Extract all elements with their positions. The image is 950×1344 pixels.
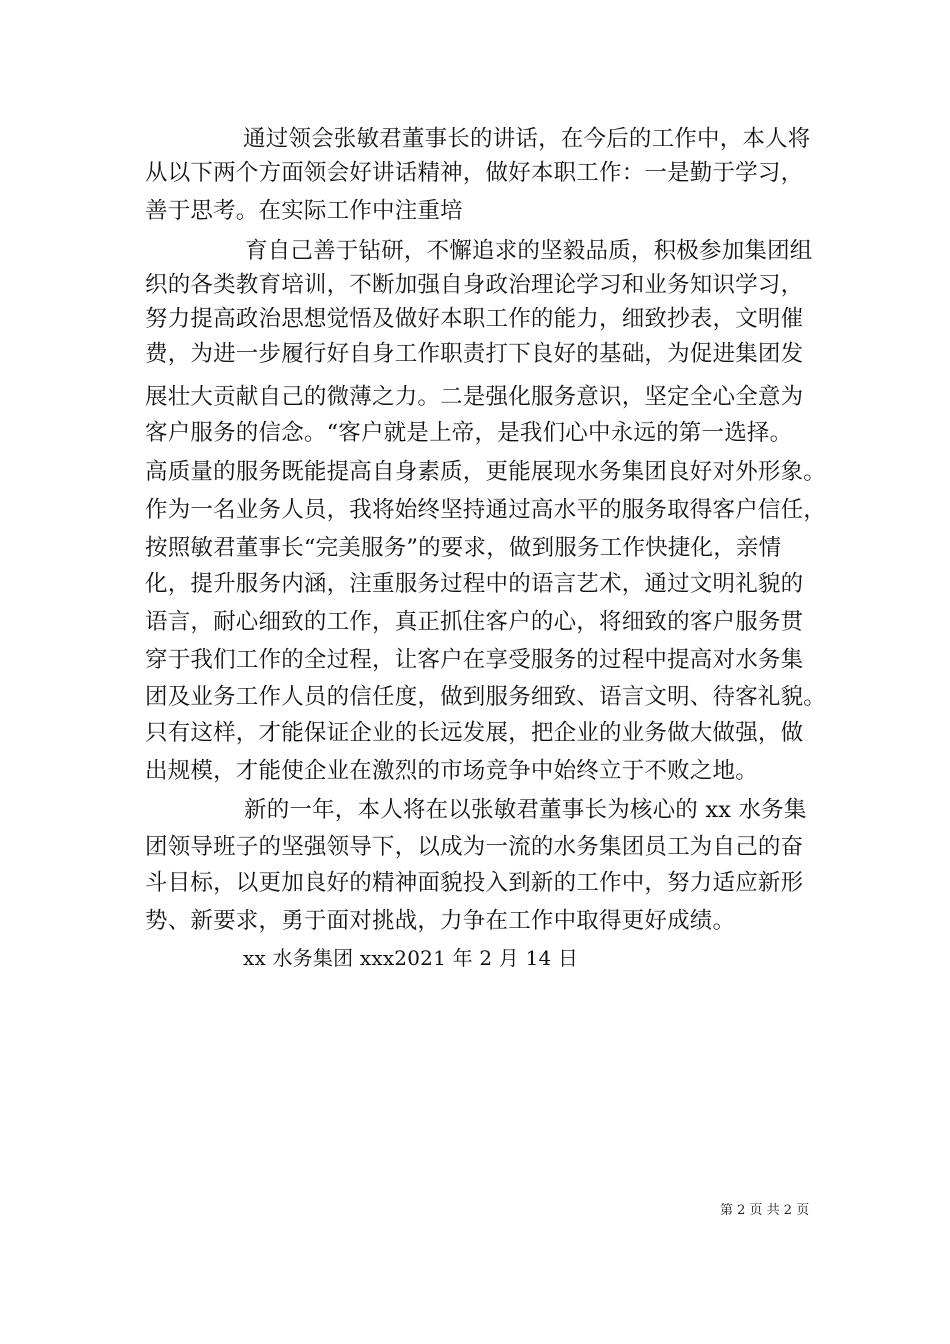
paragraph-2-line-3: 努力提高政治思想觉悟及做好本职工作的能力，细致抄表，文明催	[145, 306, 804, 332]
paragraph-2-line-11: 语言，耐心细致的工作，真正抓住客户的心，将细致的客户服务贯	[145, 609, 804, 635]
paragraph-3-line-4: 势、新要求，勇于面对挑战，力争在工作中取得更好成绩。	[145, 908, 736, 934]
paragraph-2-line-1: 育自己善于钻研，不懈追求的坚毅品质，积极参加集团组	[245, 238, 813, 264]
signature-line: xx 水务集团 xxx2021 年 2 月 14 日	[243, 946, 579, 970]
page-number-footer: 第 2 页 共 2 页	[720, 1203, 810, 1218]
paragraph-2-line-9: 按照敏君董事长“完美服务”的要求，做到服务工作快捷化，亲情	[145, 535, 782, 561]
paragraph-2-line-7: 高质量的服务既能提高自身素质，更能展现水务集团良好对外形象。	[145, 459, 827, 485]
paragraph-2-line-6: 客户服务的信念。“客户就是上帝，是我们心中永远的第一选择。	[145, 420, 793, 446]
paragraph-1-line-2: 从以下两个方面领会好讲话精神，做好本职工作：一是勤于学习，	[145, 160, 804, 186]
paragraph-3-line-3: 斗目标，以更加良好的精神面貌投入到新的工作中，努力适应新形	[145, 870, 804, 896]
paragraph-1-line-3: 善于思考。在实际工作中注重培	[145, 198, 463, 224]
paragraph-2-line-13: 团及业务工作人员的信任度，做到服务细致、语言文明、待客礼貌。	[145, 684, 827, 710]
paragraph-3-line-1: 新的一年，本人将在以张敏君董事长为核心的 xx 水务集	[244, 797, 807, 823]
paragraph-2-line-5: 展壮大贡献自己的微薄之力。二是强化服务意识，坚定全心全意为	[145, 384, 804, 410]
paragraph-2-line-2: 织的各类教育培训，不断加强自身政治理论学习和业务知识学习，	[145, 272, 804, 298]
paragraph-2-line-15: 出规模，才能使企业在激烈的市场竞争中始终立于不败之地。	[145, 758, 758, 784]
paragraph-2-line-8: 作为一名业务人员，我将始终坚持通过高水平的服务取得客户信任，	[145, 497, 827, 523]
paragraph-1-line-1: 通过领会张敏君董事长的讲话，在今后的工作中，本人将	[243, 126, 811, 152]
paragraph-2-line-14: 只有这样，才能保证企业的长远发展，把企业的业务做大做强，做	[145, 720, 804, 746]
paragraph-3-line-2: 团领导班子的坚强领导下，以成为一流的水务集团员工为自己的奋	[145, 834, 804, 860]
paragraph-2-line-12: 穿于我们工作的全过程，让客户在享受服务的过程中提高对水务集	[145, 647, 804, 673]
paragraph-2-line-4: 费，为进一步履行好自身工作职责打下良好的基础，为促进集团发	[145, 341, 804, 367]
paragraph-2-line-10: 化，提升服务内涵，注重服务过程中的语言艺术，通过文明礼貌的	[145, 571, 804, 597]
